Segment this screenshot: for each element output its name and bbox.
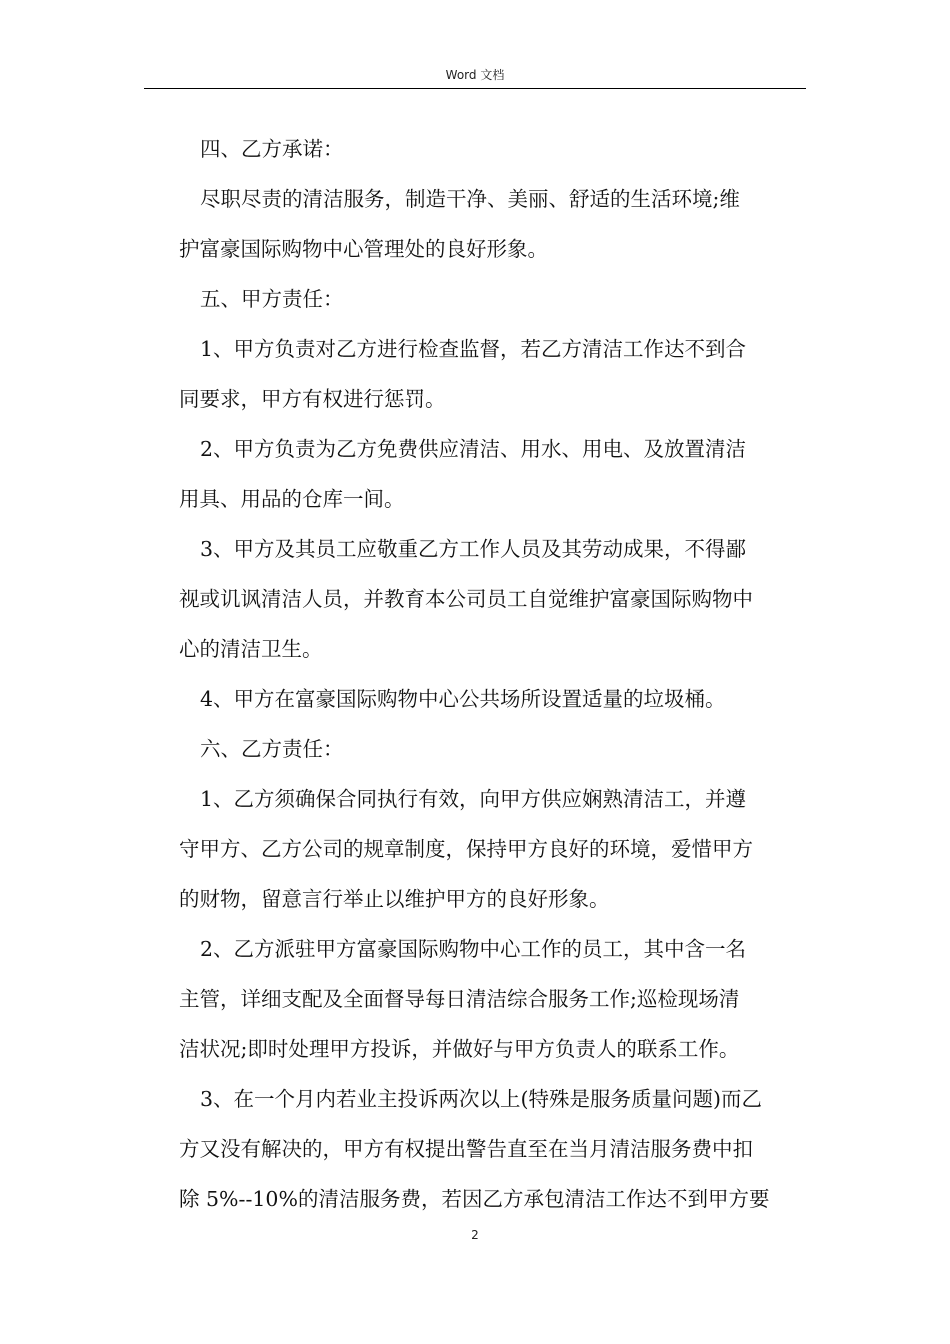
header-title: Word 文档 <box>445 68 505 82</box>
text-line: 1、乙方须确保合同执行有效，向甲方供应娴熟清洁工，并遵 <box>200 787 747 811</box>
text-line: 洁状况;即时处理甲方投诉，并做好与甲方负责人的联系工作。 <box>179 1037 740 1061</box>
text-line: 五、甲方责任： <box>200 287 344 311</box>
text-line: 主管，详细支配及全面督导每日清洁综合服务工作;巡检现场清 <box>179 987 740 1011</box>
text-line: 的财物，留意言行举止以维护甲方的良好形象。 <box>179 887 610 911</box>
text-line: 1、甲方负责对乙方进行检查监督，若乙方清洁工作达不到合 <box>200 337 747 361</box>
text-line: 守甲方、乙方公司的规章制度，保持甲方良好的环境，爱惜甲方 <box>179 837 753 861</box>
page-header <box>144 66 806 89</box>
text-line: 视或讥讽清洁人员，并教育本公司员工自觉维护富豪国际购物中 <box>179 587 753 611</box>
text-line: 护富豪国际购物中心管理处的良好形象。 <box>179 237 548 261</box>
text-line: 除 5%--10%的清洁服务费，若因乙方承包清洁工作达不到甲方要 <box>179 1187 770 1211</box>
text-line: 4、甲方在富豪国际购物中心公共场所设置适量的垃圾桶。 <box>200 687 726 711</box>
text-line: 用具、用品的仓库一间。 <box>179 487 405 511</box>
text-line: 2、甲方负责为乙方免费供应清洁、用水、用电、及放置清洁 <box>200 437 747 461</box>
text-line: 3、在一个月内若业主投诉两次以上(特殊是服务质量问题)而乙 <box>200 1087 763 1111</box>
text-line: 四、乙方承诺： <box>200 137 344 161</box>
text-line: 2、乙方派驻甲方富豪国际购物中心工作的员工，其中含一名 <box>200 937 747 961</box>
page-number: 2 <box>471 1228 479 1242</box>
text-line: 方又没有解决的，甲方有权提出警告直至在当月清洁服务费中扣 <box>179 1137 753 1161</box>
text-line: 心的清洁卫生。 <box>179 637 323 661</box>
text-line: 六、乙方责任： <box>200 737 344 761</box>
text-line: 同要求，甲方有权进行惩罚。 <box>179 387 446 411</box>
text-line: 尽职尽责的清洁服务，制造干净、美丽、舒适的生活环境;维 <box>200 187 740 211</box>
page-footer <box>0 1228 950 1242</box>
document-body <box>179 124 805 1224</box>
text-line: 3、甲方及其员工应敬重乙方工作人员及其劳动成果，不得鄙 <box>200 537 747 561</box>
